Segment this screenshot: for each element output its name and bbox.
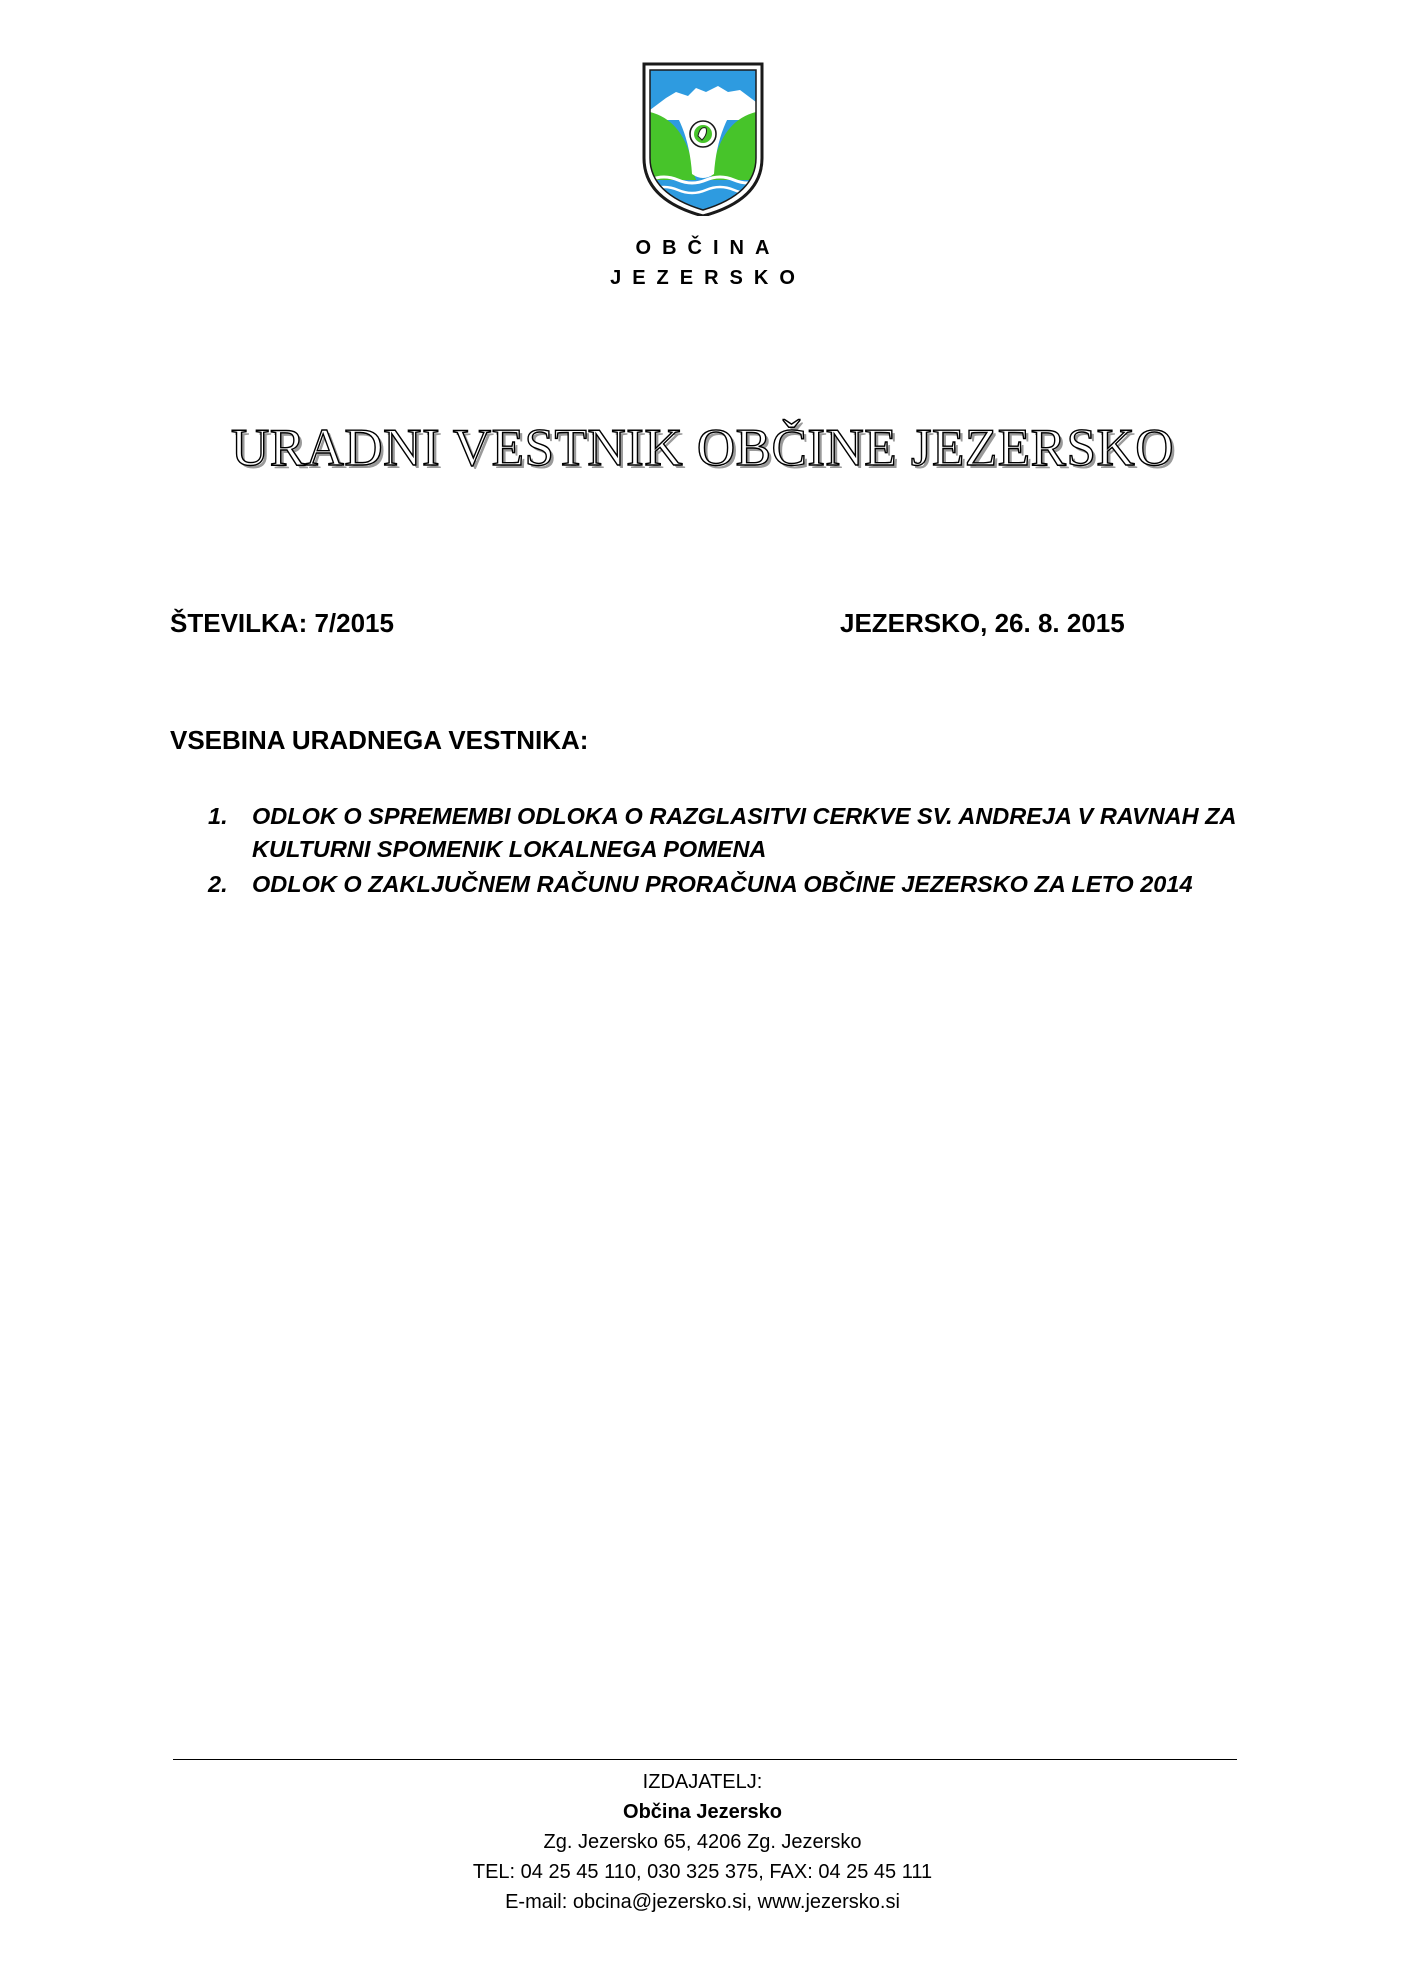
item-number: 1. — [208, 803, 228, 829]
item-text: ODLOK O SPREMEMBI ODLOKA O RAZGLASITVI CERKVE SV. ANDREJA V RAVNAH ZA KULTURNI SPOMENIK LOKALNEGA POMENA — [252, 803, 1236, 862]
contents-heading: VSEBINA URADNEGA VESTNIKA: — [170, 725, 589, 755]
publisher-email-web: E-mail: obcina@jezersko.si, www.jezersko.si — [505, 1891, 900, 1913]
jezersko-coat-of-arms-icon — [642, 62, 764, 216]
list-item — [208, 800, 1268, 866]
footer — [0, 1767, 1405, 1917]
publisher-label: IZDAJATELJ: — [642, 1771, 763, 1793]
list-item — [208, 868, 1268, 901]
issue-number: ŠTEVILKA: 7/2015 — [170, 608, 394, 638]
publisher-organization: Občina Jezersko — [623, 1801, 782, 1823]
municipality-name-line1: OBČINA — [635, 237, 781, 259]
publisher-phone: TEL: 04 25 45 110, 030 325 375, FAX: 04 25 45 111 — [472, 1861, 933, 1883]
municipality-name-line2: JEZERSKO — [610, 267, 806, 289]
item-number: 2. — [208, 871, 228, 897]
page-title: URADNI VESTNIK OBČINE JEZERSKO — [231, 419, 1174, 477]
item-text: ODLOK O ZAKLJUČNEM RAČUNU PRORAČUNA OBČINE JEZERSKO ZA LETO 2014 — [252, 871, 1193, 897]
contents-list — [208, 800, 1268, 903]
publisher-address: Zg. Jezersko 65, 4206 Zg. Jezersko — [543, 1831, 862, 1853]
issue-place-date: JEZERSKO, 26. 8. 2015 — [840, 608, 1125, 638]
footer-divider — [173, 1759, 1237, 1760]
